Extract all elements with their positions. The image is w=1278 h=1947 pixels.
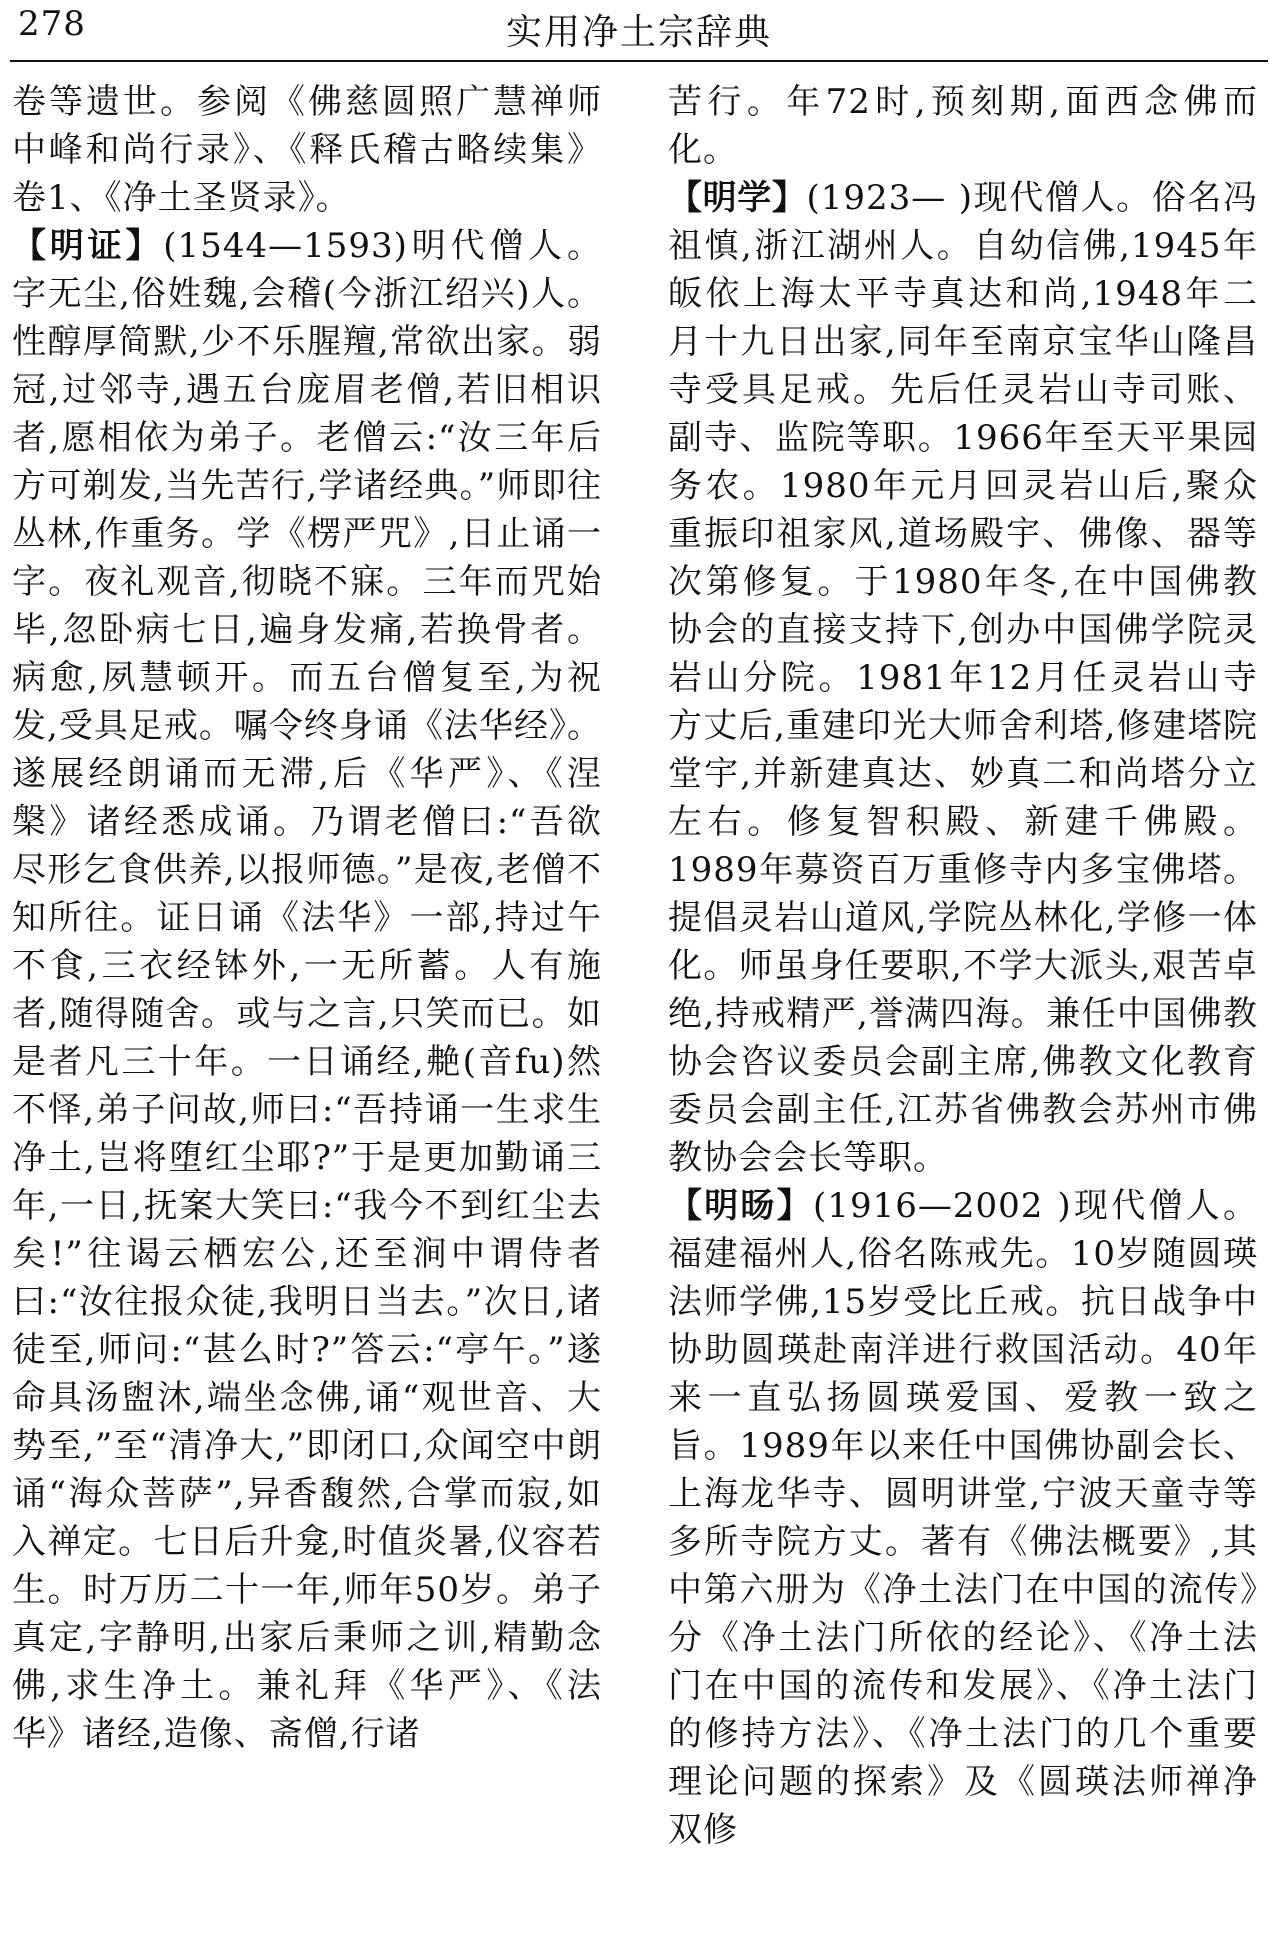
entry-headword: 【明旸】 <box>668 1186 814 1226</box>
right-column <box>668 78 1258 1938</box>
entry-body: (1923— )现代僧人。俗名冯祖慎,浙江湖州人。自幼信佛,1945年皈依上海太平寺真达和尚,1948年二月十九日出家,同年至南京宝华山隆昌寺受具足戒。先后任灵岩山寺司账、副寺、监院等职。1966年至天平果园务农。1980年元月回灵岩山后,聚众重振印祖家风,道场殿宇、佛像、器等次第修复。于1980年冬,在中国佛教协会的直接支持下,创办中国佛学院灵岩山分院。1981年12月任灵岩山寺方丈后,重建印光大师舍利塔,修建塔院堂宇,并新建真达、妙真二和尚塔分立左右。修复智积殿、新建千佛殿。1989年募资百万重修寺内多宝佛塔。提倡灵岩山道风,学院丛林化,学修一体化。师虽身任要职,不学大派头,艰苦卓绝,持戒精严,誉满四海。兼任中国佛教协会咨议委员会副主席,佛教文化教育委员会副主任,江苏省佛教会苏州市佛教协会会长等职。 <box>668 178 1258 1178</box>
entry-headword: 【明学】 <box>668 178 807 218</box>
entry-body: (1544—1593)明代僧人。字无尘,俗姓魏,会稽(今浙江绍兴)人。性醇厚简默,少不乐腥羶,常欲出家。弱冠,过邻寺,遇五台庞眉老僧,若旧相识者,愿相依为弟子。老僧云:“汝三年后方可剃发,当先苦行,学诸经典。”师即往丛林,作重务。学《楞严咒》,日止诵一字。夜礼观音,彻晓不寐。三年而咒始毕,忽卧病七日,遍身发痛,若换骨者。病愈,夙慧顿开。而五台僧复至,为祝发,受具足戒。嘱令终身诵《法华经》。遂展经朗诵而无滞,后《华严》、《涅槃》诸经悉成诵。乃谓老僧曰:“吾欲尽形乞食供养,以报师德。”是夜,老僧不知所往。证日诵《法华》一部,持过午不食,三衣经钵外,一无所蓄。人有施者,随得随舍。或与之言,只笑而已。如是者凡三十年。一日诵经,艴(音fu)然不怿,弟子问故,师曰:“吾持诵一生求生净土,岂将堕红尘耶?”于是更加勤诵三年,一日,抚案大笑曰:“我今不到红尘去矣!”往谒云栖宏公,还至涧中谓侍者曰:“汝往报众徒,我明日当去。”次日,诸徒至,师问:“甚么时?”答云:“亭午。”遂命具汤盥沐,端坐念佛,诵“观世音、大势至,”至“清净大,”即闭口,众闻空中朗诵“海众菩萨”,异香馥然,合掌而寂,如入禅定。七日后升龛,时值炎暑,仪容若生。时万历二十一年,师年50岁。弟子真定,字静明,出家后秉师之训,精勤念佛,求生净土。兼礼拜《华严》、《法华》诸经,造像、斋僧,行诸 <box>12 226 602 1754</box>
entry-mingzheng <box>12 222 602 1758</box>
entry-mingxue <box>668 174 1258 1182</box>
page-number: 278 <box>18 4 86 44</box>
continued-entry-text: 卷等遗世。参阅《佛慈圆照广慧禅师中峰和尚行录》、《释氏稽古略续集》卷1、《净土圣贤录》。 <box>12 82 602 218</box>
left-column <box>12 78 602 1938</box>
entry-mingyang <box>668 1182 1258 1854</box>
page-header <box>0 0 1278 66</box>
continued-entry-text: 苦行。年72时,预刻期,面西念佛而化。 <box>668 82 1258 170</box>
running-title: 实用净土宗辞典 <box>505 12 772 53</box>
header-rule <box>10 60 1268 62</box>
entry-headword: 【明证】 <box>12 226 164 266</box>
entry-body: (1916—2002 )现代僧人。福建福州人,俗名陈戒先。10岁随圆瑛法师学佛,15岁受比丘戒。抗日战争中协助圆瑛赴南洋进行救国活动。40年来一直弘扬圆瑛爱国、爱教一致之旨。1989年以来任中国佛协副会长、上海龙华寺、圆明讲堂,宁波天童寺等多所寺院方丈。著有《佛法概要》,其中第六册为《净土法门在中国的流传》分《净土法门所依的经论》、《净土法门在中国的流传和发展》、《净土法门的修持方法》、《净土法门的几个重要理论问题的探索》及《圆瑛法师禅净双修 <box>668 1186 1258 1850</box>
